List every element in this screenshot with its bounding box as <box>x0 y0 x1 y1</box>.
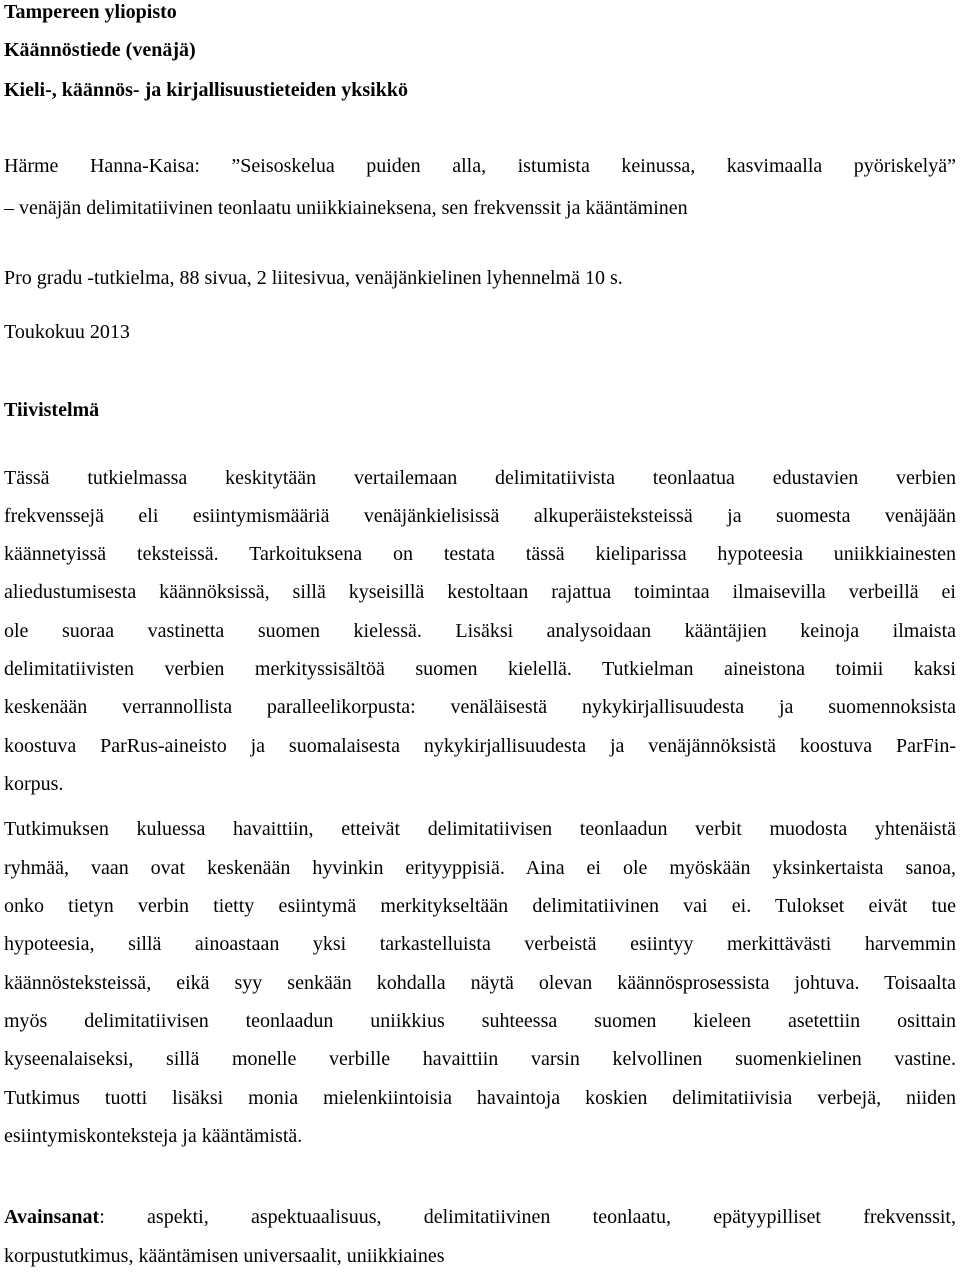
paragraph-1-line: käännetyissä teksteissä. Tarkoituksena on testata tässä kieliparissa hypoteesia uniikkiainesten <box>4 543 956 565</box>
thesis-title-line-2: – venäjän delimitatiivinen teonlaatu uniikkiaineksena, sen frekvenssit ja kääntäminen <box>4 197 688 219</box>
paragraph-1-line: delimitatiivisten verbien merkityssisältöä suomen kielellä. Tutkielman aineistona toimii kaksi <box>4 658 956 680</box>
paragraph-1-line: keskenään verrannollista paralleelikorpusta: venäläisestä nykykirjallisuudesta ja suomennoksista <box>4 696 956 718</box>
keywords-label: Avainsanat <box>4 1206 100 1228</box>
keywords-line-2: korpustutkimus, kääntämisen universaalit, uniikkiaines <box>4 1245 445 1267</box>
abstract-heading: Tiivistelmä <box>4 399 100 421</box>
paragraph-2-line: ryhmää, vaan ovat keskenään hyvinkin erityyppisiä. Aina ei ole myöskään yksinkertaista sanoa, <box>4 857 956 879</box>
paragraph-2-line: kyseenalaiseksi, sillä monelle verbille havaittiin varsin kelvollinen suomenkielinen vastine. <box>4 1048 956 1070</box>
program-name: Käännöstiede (venäjä) <box>4 39 196 61</box>
paragraph-2-line: Tutkimuksen kuluessa havaittiin, etteivät delimitatiivisen teonlaadun verbit muodosta yhtenäistä <box>4 818 956 840</box>
keywords-line-1 <box>4 1205 956 1229</box>
thesis-title-line-1: Härme Hanna-Kaisa: ”Seisoskelua puiden alla, istumista keinussa, kasvimaalla pyöriskelyä” <box>4 155 956 177</box>
university-name: Tampereen yliopisto <box>4 1 177 23</box>
keywords-separator: : <box>99 1206 148 1228</box>
paragraph-1-line: Tässä tutkielmassa keskitytään vertailemaan delimitatiivista teonlaatua edustavien verbien <box>4 467 956 489</box>
paragraph-2-line: myös delimitatiivisen teonlaadun uniikkius suhteessa suomen kieleen asetettiin osittain <box>4 1010 956 1032</box>
paragraph-2-line: käännösteksteissä, eikä syy senkään kohdalla näytä olevan käännösprosessista johtuva. Toisaalta <box>4 972 956 994</box>
thesis-date: Toukokuu 2013 <box>4 321 130 343</box>
thesis-details: Pro gradu -tutkielma, 88 sivua, 2 liitesivua, venäjänkielinen lyhennelmä 10 s. <box>4 267 623 289</box>
paragraph-1-line: ole suoraa vastinetta suomen kielessä. Lisäksi analysoidaan kääntäjien keinoja ilmaista <box>4 620 956 642</box>
paragraph-2-line: esiintymiskonteksteja ja kääntämistä. <box>4 1125 303 1147</box>
paragraph-1-line: korpus. <box>4 773 64 795</box>
paragraph-1-line: frekvenssejä eli esiintymismääriä venäjänkielisissä alkuperäisteksteissä ja suomesta venäjään <box>4 505 956 527</box>
keywords-list-1: aspekti, aspektuaalisuus, delimitatiivinen teonlaatu, epätyypilliset frekvenssit, <box>147 1206 956 1228</box>
paragraph-2-line: hypoteesia, sillä ainoastaan yksi tarkastelluista verbeistä esiintyy merkittävästi harvemmin <box>4 933 956 955</box>
paragraph-1-line: koostuva ParRus-aineisto ja suomalaisesta nykykirjallisuudesta ja venäjännöksistä koostuva ParFin- <box>4 735 956 757</box>
unit-name: Kieli-, käännös- ja kirjallisuustieteiden yksikkö <box>4 79 408 101</box>
paragraph-1-line: aliedustumisesta käännöksissä, sillä kyseisillä kestoltaan rajattua toimintaa ilmaisevilla verbeillä ei <box>4 581 956 603</box>
paragraph-2-line: onko tietyn verbin tietty esiintymä merkitykseltään delimitatiivinen vai ei. Tulokset eivät tue <box>4 895 956 917</box>
paragraph-2-line: Tutkimus tuotti lisäksi monia mielenkiintoisia havaintoja koskien delimitatiivisia verbejä, niiden <box>4 1087 956 1109</box>
